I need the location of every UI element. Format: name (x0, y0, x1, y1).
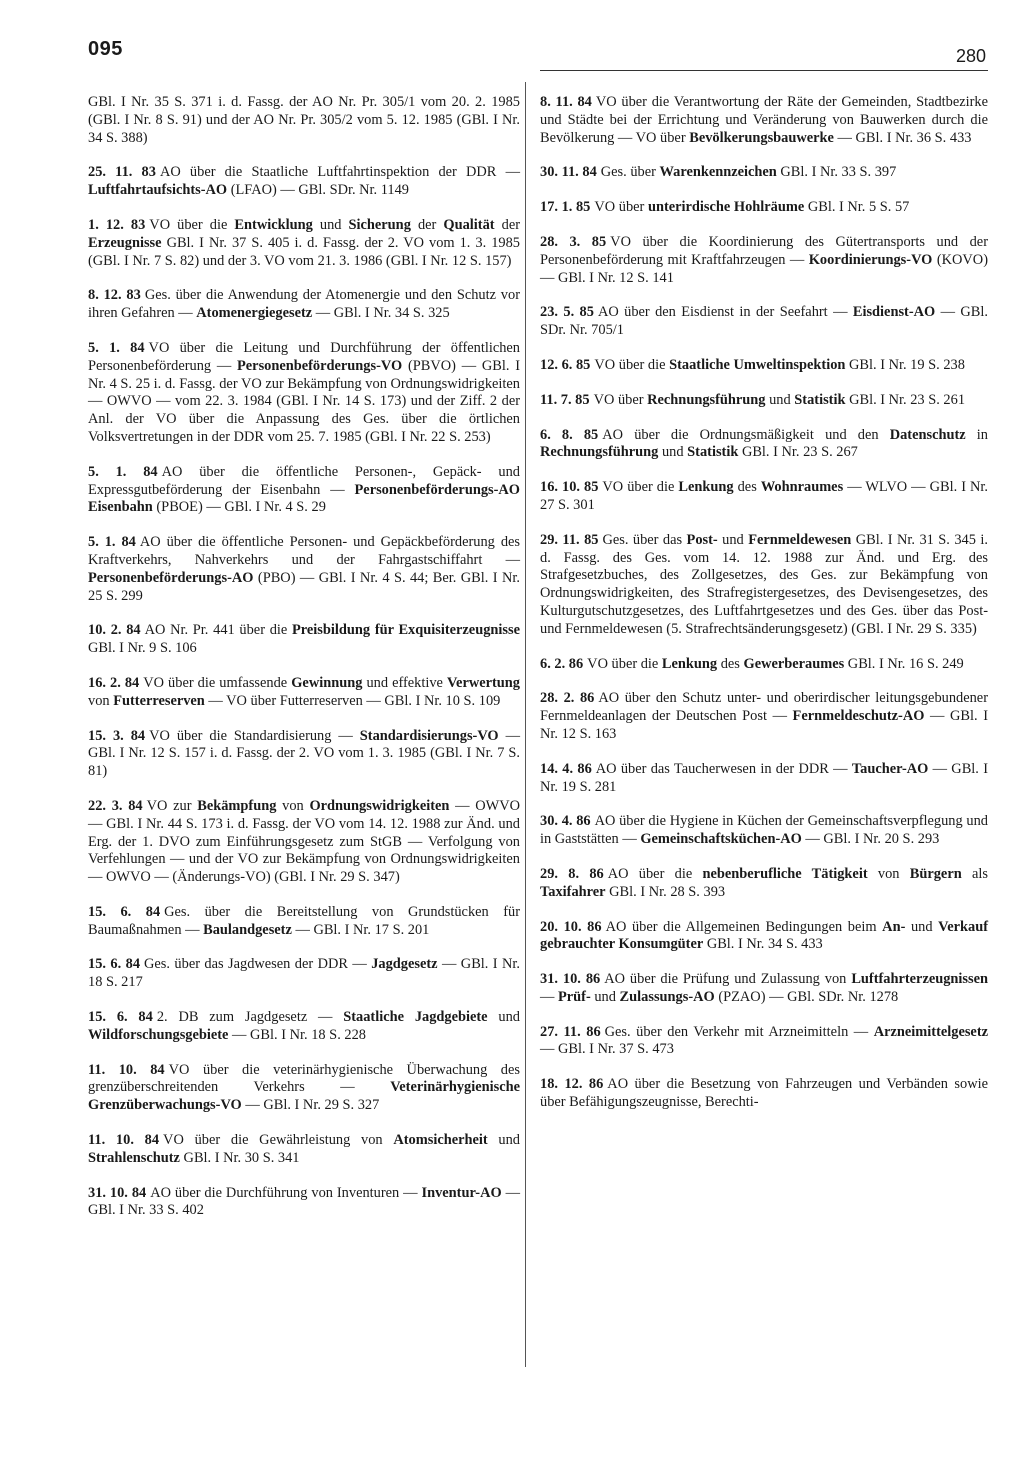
entry-text: (PBOE) — GBl. I Nr. 4 S. 29 (152, 499, 326, 516)
entry-keyword: Bekämpfung (197, 797, 277, 814)
entry-text: — GBl. I Nr. 29 S. 327 (241, 1097, 380, 1114)
entry-date: 5. 1. 84 (88, 463, 158, 480)
entry-text: GBl. I Nr. 23 S. 261 (845, 391, 966, 408)
entry-text: — GBl. I Nr. 36 S. 433 (833, 129, 972, 146)
entry-text: — GBl. I Nr. 19 S. 281 (540, 760, 988, 795)
entry-date: 18. 12. 86 (540, 1076, 604, 1093)
entry-keyword: Rechnungsführung (647, 391, 766, 408)
entry-text: VO über die umfassende (143, 674, 292, 691)
entry-text: GBl. I Nr. 33 S. 397 (776, 164, 897, 181)
entry-text: — GBl. I Nr. 20 S. 293 (801, 831, 940, 848)
entry-keyword: Qualität (443, 216, 495, 233)
entry-keyword: Strahlenschutz (88, 1149, 180, 1166)
register-entry (88, 287, 520, 323)
entry-text: AO Nr. Pr. 441 über die (144, 622, 292, 639)
entry-keyword: Sicherung (348, 216, 411, 233)
entry-date: 10. 2. 84 (88, 622, 141, 639)
entry-text: GBl. I Nr. 35 S. 371 i. d. Fassg. der AO Nr. Pr. 305/1 vom 20. 2. 1985 (GBl. I Nr. 8 S. 91) und der AO Nr. Pr. 305/2 vom 5. 12. 1985 (GBl. I Nr. 34 S. 388) (88, 94, 520, 146)
entry-date: 25. 11. 83 (88, 164, 156, 181)
page-right-number: 280 (955, 46, 986, 66)
entry-keyword: Staatliche Umweltinspektion (669, 356, 846, 373)
entry-keyword: Rechnungsführung (540, 444, 659, 461)
entry-keyword: Statistik (794, 391, 846, 408)
register-entry (540, 656, 988, 674)
entry-date: 1. 12. 83 (88, 216, 146, 233)
entry-text: — GBl. I Nr. 17 S. 201 (291, 921, 430, 938)
entry-keyword: Taxifahrer (540, 883, 606, 900)
entry-date: 6. 2. 86 (540, 655, 584, 672)
entry-keyword: Wildforschungsgebiete (88, 1026, 229, 1043)
entry-keyword: nebenberufliche Tätigkeit (702, 865, 868, 882)
entry-text: und (487, 1132, 520, 1149)
entry-keyword: Luftfahrtaufsichts-AO (88, 182, 228, 199)
register-entry (540, 392, 988, 410)
register-entry (88, 956, 520, 992)
entry-text: — GBl. I Nr. 18 S. 228 (228, 1026, 366, 1043)
entry-date: 12. 6. 85 (540, 356, 591, 373)
entry-text: — (540, 988, 558, 1005)
register-entry (88, 1185, 520, 1221)
entry-text: und (312, 216, 349, 233)
entry-date: 14. 4. 86 (540, 760, 592, 777)
entry-text: GBl. I Nr. 31 S. 345 i. d. Fassg. des Ges. vom 14. 12. 1988 zur Änd. und Erg. des Strafgesetzbuches, des Zollgesetzes, des Ges. zur Bekämpfung von Ordnungswidrigkeiten, des Strafregistergesetzes, des Devisengesetzes, des Kulturgutschutzgesetzes, des Luftfahrtgesetzes und des Ges. über das Post- und Fernmeldewesen (5. Strafrechtsänderungsgesetz) (GBl. I Nr. 29 S. 335) (540, 531, 988, 637)
entry-text: von (867, 865, 910, 882)
entry-text: AO über die öffentliche Personen-, Gepäck- und Expressgutbeförderung der Eisenbahn — (88, 463, 521, 498)
entry-text: Ges. über die Anwendung der Atomenergie und den Schutz vor ihren Gefahren — (88, 287, 520, 322)
entry-text: Ges. über den Verkehr mit Arzneimitteln — (604, 1023, 874, 1040)
entry-keyword: Entwicklung (234, 216, 313, 233)
entry-text: AO über die Hygiene in Küchen der Gemeinschaftsverpflegung und in Gaststätten — (540, 813, 988, 848)
entry-text: AO über die öffentliche Personen- und Gepäckbeförderung des Kraftverkehrs, Nahverkehrs und der Fahrgastschiffahrt — (88, 534, 520, 568)
entry-date: 30. 4. 86 (540, 813, 591, 830)
entry-date: 17. 1. 85 (540, 199, 591, 216)
entry-text: AO über die Besetzung von Fahrzeugen und Verbänden sowie über Befähigungszeugnisse, Berechti- (540, 1076, 989, 1111)
entry-date: 8. 11. 84 (540, 94, 592, 110)
entry-keyword: Personenbeförderungs-AO Eisenbahn (88, 481, 520, 516)
entry-keyword: Gewerberaumes (743, 655, 845, 672)
entry-keyword: Gewinnung (291, 674, 363, 691)
entry-text: VO über die Gewährleistung von (163, 1132, 394, 1149)
entry-keyword: Verwertung (446, 674, 520, 691)
entry-text: in (965, 426, 989, 443)
entry-keyword: Futterreserven (113, 692, 205, 709)
register-entry (540, 866, 988, 902)
entry-date: 22. 3. 84 (88, 797, 143, 814)
entry-text: (PBVO) — GBl. I Nr. 4 S. 25 i. d. Fassg. der VO zur Bekämpfung von Ordnungswidrigkeiten — OWVO — vom 22. 3. 1984 (GBl. I Nr. 14 S. 173) und der Ziff. 2 der Anl. der VO über die Anpassung des Ges. über die örtlichen Volksvertretungen in der DDR vom 25. 7. 1985 (GBl. I Nr. 22 S. 253) (88, 357, 520, 445)
entry-text: Ges. über (600, 164, 660, 181)
entry-text: VO über die (594, 356, 670, 373)
entry-text: VO über die (149, 216, 235, 233)
register-entry (540, 304, 988, 340)
entry-text: GBl. I Nr. 34 S. 433 (703, 936, 823, 953)
entry-text: AO über den Eisdienst in der Seefahrt — (597, 304, 853, 321)
entry-text: — OWVO — GBl. I Nr. 44 S. 173 i. d. Fassg. der VO vom 14. 12. 1988 zur Änd. und Erg. der 1. DVO zum Einführungsgesetz zum StGB — Verfolgung von Verfehlungen — und der VO zur Bekämpfung von Ordnungswidrigkeiten — OWVO — (Änderungs-VO) (GBl. I Nr. 29 S. 347) (88, 797, 520, 886)
register-entry (88, 1009, 520, 1045)
entry-date: 28. 2. 86 (540, 690, 595, 707)
entry-text: als (961, 865, 988, 882)
entry-text: — GBl. I Nr. 34 S. 325 (312, 305, 450, 322)
register-entry (88, 164, 520, 200)
entry-text: der (494, 216, 520, 233)
register-entry (88, 728, 520, 781)
register-entry (88, 464, 520, 517)
entry-text: VO über die Standardisierung — (149, 727, 360, 744)
entry-text: (LFAO) — GBl. SDr. Nr. 1149 (227, 182, 409, 199)
entry-text: — GBl. I Nr. 18 S. 217 (88, 956, 521, 991)
entry-keyword: Personenbeförderungs-VO (237, 357, 403, 374)
entry-text: — VO über Futterreserven — GBl. I Nr. 10 S. 109 (204, 692, 501, 709)
entry-text: des (733, 479, 761, 496)
entry-text: und (905, 918, 939, 935)
entry-date: 31. 10. 86 (540, 971, 601, 988)
register-entry (88, 217, 520, 270)
entry-keyword: Statistik (687, 444, 739, 461)
entry-text: (PBO) — GBl. I Nr. 4 S. 44; Ber. GBl. I Nr. 25 S. 299 (88, 569, 520, 604)
header-rule (540, 70, 988, 71)
entry-keyword: Luftfahrterzeugnissen (851, 971, 989, 988)
entry-date: 8. 12. 83 (88, 287, 141, 304)
entry-text: 2. DB zum Jagdgesetz — (156, 1009, 344, 1026)
entry-text: AO über den Schutz unter- und oberirdischer leitungsgebundener Fernmeldeanlagen der Deutschen Post — (540, 690, 988, 725)
entry-keyword: Arzneimittelgesetz (873, 1023, 988, 1040)
entry-keyword: Lenkung (678, 479, 734, 496)
entry-keyword: Bevölkerungsbauwerke (689, 129, 834, 146)
entry-keyword: Personenbeförderungs-AO (88, 569, 254, 586)
entry-date: 16. 2. 84 (88, 674, 140, 691)
entry-date: 5. 1. 84 (88, 339, 145, 356)
entry-date: 15. 3. 84 (88, 727, 146, 744)
register-entry (88, 340, 520, 447)
entry-text: VO über die veterinärhygienische Überwachung des grenzüberschreitenden Verkehrs — (88, 1061, 520, 1096)
entry-text: Ges. über das (602, 531, 687, 548)
entry-date: 28. 3. 85 (540, 233, 607, 250)
entry-keyword: Post- (686, 531, 718, 548)
entry-date: 6. 8. 85 (540, 426, 599, 443)
entry-text: GBl. I Nr. 23 S. 267 (738, 444, 858, 461)
entry-text: VO über die Leitung und Durchführung der öffentlichen Personenbeförderung — (88, 339, 520, 374)
entry-keyword: Jagdgesetz (371, 956, 438, 973)
entry-keyword: unterirdische Hohlräume (647, 199, 805, 216)
register-entry (540, 199, 988, 217)
register-entry (540, 919, 988, 955)
entry-text: VO über (593, 391, 648, 408)
register-entry (88, 1132, 520, 1168)
entry-keyword: Atomsicherheit (393, 1132, 488, 1149)
entry-date: 16. 10. 85 (540, 479, 599, 496)
entry-keyword: Preisbildung für Exquisiterzeugnisse (292, 622, 520, 639)
entry-text: und (717, 531, 749, 548)
entry-keyword: Verkauf gebrauchter Konsumgüter (540, 918, 989, 953)
register-entry (540, 813, 988, 849)
register-entry (88, 675, 520, 711)
register-entry (88, 534, 520, 605)
entry-text: VO über die Koordinierung des Gütertransports und der Personenbeförderung mit Kraftfahrzeugen — (540, 233, 988, 268)
register-entry (88, 1062, 520, 1115)
register-entry (88, 622, 520, 658)
entry-keyword: An- (882, 918, 906, 935)
entry-text: — WLVO — GBl. I Nr. 27 S. 301 (540, 479, 988, 513)
entry-keyword: Inventur-AO (421, 1184, 502, 1201)
register-entry (540, 94, 988, 147)
register-entry (540, 1024, 988, 1060)
entry-text: der (410, 216, 444, 233)
entry-text: GBl. I Nr. 28 S. 393 (605, 883, 726, 900)
entry-keyword: Bürgern (909, 865, 962, 882)
right-column (540, 94, 988, 1129)
entry-text: — GBl. I Nr. 37 S. 473 (540, 1041, 674, 1058)
entry-text: des (717, 655, 744, 672)
entry-text: GBl. I Nr. 16 S. 249 (844, 655, 964, 672)
entry-text: GBl. I Nr. 19 S. 238 (845, 356, 965, 373)
register-entry (540, 690, 988, 743)
entry-text: GBl. I Nr. 9 S. 106 (88, 640, 197, 657)
register-entry (540, 971, 988, 1007)
entry-date: 15. 6. 84 (88, 903, 161, 920)
entry-date: 20. 10. 86 (540, 918, 602, 935)
register-entry (88, 904, 520, 940)
entry-text: und (765, 391, 795, 408)
left-column (88, 94, 520, 1237)
entry-keyword: Standardisierungs-VO (359, 727, 499, 744)
entry-text: und (590, 988, 620, 1005)
entry-keyword: Ordnungswidrigkeiten (309, 797, 450, 814)
entry-keyword: Wohnraumes (760, 479, 844, 496)
register-entry (540, 761, 988, 797)
entry-text: — GBl. I Nr. 12 S. 157 i. d. Fassg. der 2. VO vom 1. 3. 1985 (GBl. I Nr. 7 S. 81) (88, 727, 520, 780)
entry-text: VO zur (146, 797, 198, 814)
column-divider (525, 82, 526, 1367)
entry-keyword: Lenkung (661, 655, 718, 672)
entry-text: VO über (594, 199, 648, 216)
entry-text: von (88, 692, 114, 709)
entry-text: und effektive (362, 674, 447, 691)
entry-date: 29. 8. 86 (540, 865, 604, 882)
entry-date: 31. 10. 84 (88, 1184, 147, 1201)
entry-text: Ges. über die Bereitstellung von Grundstücken für Baumaßnahmen — (88, 903, 520, 938)
entry-date: 11. 7. 85 (540, 391, 590, 408)
entry-keyword: Baulandgesetz (203, 921, 292, 938)
entry-keyword: Staatliche Jagdgebiete (343, 1009, 488, 1026)
entry-text: AO über die (607, 865, 703, 882)
register-entry (540, 357, 988, 375)
entry-text: VO über die (602, 479, 679, 496)
entry-keyword: Koordinierungs-VO (808, 251, 933, 268)
entry-keyword: Warenkennzeichen (659, 164, 777, 181)
entry-text: AO über die Prüfung und Zulassung von (604, 971, 852, 988)
entry-text: und (487, 1009, 520, 1026)
entry-keyword: Atomenergiegesetz (196, 305, 313, 322)
entry-text: GBl. I Nr. 30 S. 341 (179, 1149, 300, 1166)
entry-keyword: Datenschutz (889, 426, 966, 443)
entry-text: AO über die Ordnungsmäßigkeit und den (602, 426, 890, 443)
entry-text: AO über die Staatliche Luftfahrtinspektion der DDR — (159, 164, 520, 181)
entry-text: GBl. I Nr. 37 S. 405 i. d. Fassg. der 2. VO vom 1. 3. 1985 (GBl. I Nr. 7 S. 82) und der 3. VO vom 21. 3. 1986 (GBl. I Nr. 12 S. 157) (88, 234, 520, 269)
register-entry (88, 94, 520, 147)
entry-date: 15. 6. 84 (88, 1009, 153, 1026)
entry-keyword: Zulassungs-AO (619, 988, 715, 1005)
register-entry (540, 164, 988, 182)
entry-keyword: Fernmeldewesen (748, 531, 852, 548)
entry-text: (PZAO) — GBl. SDr. Nr. 1278 (714, 988, 899, 1005)
entry-date: 11. 10. 84 (88, 1061, 165, 1078)
entry-date: 23. 5. 85 (540, 304, 594, 321)
entry-text: VO über die Verantwortung der Räte der Gemeinden, Stadtbezirke und Städte bei der Errichtung und Veränderung von Bauwerken durch die Bevölkerung — VO über (540, 94, 989, 146)
entry-keyword: Prüf- (558, 988, 591, 1005)
entry-date: 15. 6. 84 (88, 956, 141, 973)
entry-text: GBl. I Nr. 5 S. 57 (804, 199, 910, 216)
entry-keyword: Erzeugnisse (88, 234, 162, 251)
entry-text: — GBl. I Nr. 33 S. 402 (88, 1184, 521, 1219)
register-entry (540, 1076, 988, 1112)
entry-text: AO über das Taucherwesen in der DDR — (595, 760, 852, 777)
entry-date: 29. 11. 85 (540, 531, 599, 548)
register-entry (540, 532, 988, 639)
entry-keyword: Taucher-AO (851, 760, 929, 777)
entry-date: 30. 11. 84 (540, 164, 597, 181)
entry-keyword: Gemeinschaftsküchen-AO (640, 831, 802, 848)
page-header (0, 0, 1024, 80)
register-entry (540, 234, 988, 287)
register-entry (540, 427, 988, 463)
entry-date: 5. 1. 84 (88, 534, 136, 551)
entry-keyword: Veterinärhygienische Grenzüberwachungs-VO (88, 1079, 520, 1114)
entry-text: — GBl. I Nr. 12 S. 163 (540, 708, 988, 742)
entry-text: — GBl. SDr. Nr. 705/1 (540, 304, 988, 339)
entry-text: und (658, 444, 688, 461)
entry-keyword: Eisdienst-AO (852, 304, 936, 321)
entry-text: AO über die Allgemeinen Bedingungen beim (605, 918, 883, 935)
entry-date: 27. 11. 86 (540, 1023, 601, 1040)
entry-keyword: Fernmeldeschutz-AO (792, 708, 925, 725)
entry-text: Ges. über das Jagdwesen der DDR — (144, 956, 372, 973)
page-left-number: 095 (88, 38, 123, 60)
entry-text: (KOVO) — GBl. I Nr. 12 S. 141 (540, 251, 988, 286)
entry-text: VO über die (587, 655, 662, 672)
entry-text: von (276, 797, 310, 814)
register-entry (88, 798, 520, 887)
entry-date: 11. 10. 84 (88, 1132, 160, 1149)
register-entry (540, 479, 988, 515)
entry-text: AO über die Durchführung von Inventuren — (150, 1184, 422, 1201)
